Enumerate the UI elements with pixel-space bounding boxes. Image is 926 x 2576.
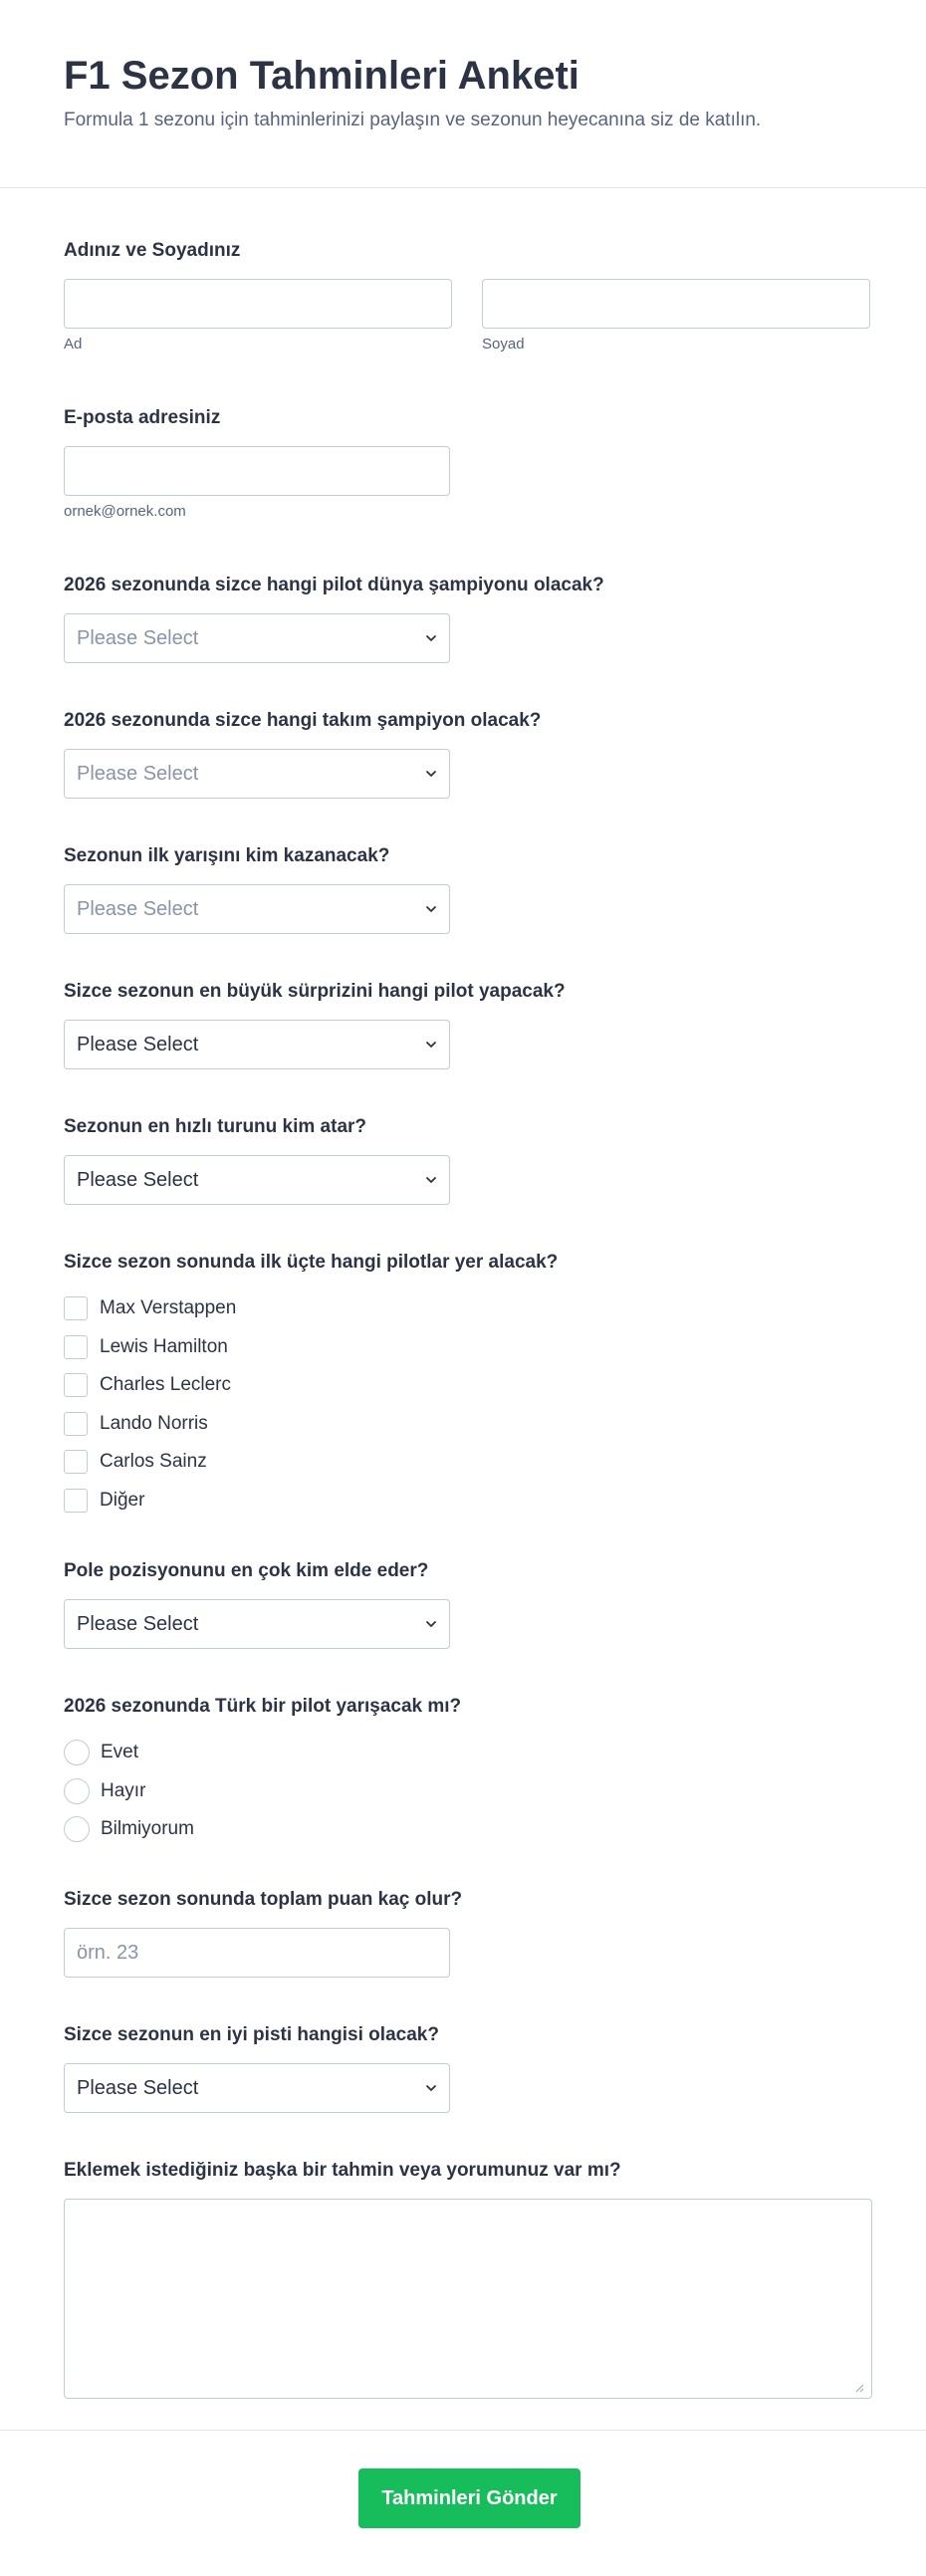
podium-option[interactable] (64, 1366, 870, 1405)
first-race-select[interactable] (64, 884, 450, 934)
email-input[interactable] (64, 446, 450, 496)
first-name-sublabel: Ad (64, 336, 83, 352)
track-label: Sizce sezonun en iyi pisti hangisi olacak? (64, 2024, 439, 2045)
podium-option[interactable] (64, 1482, 870, 1521)
pole-label: Pole pozisyonunu en çok kim elde eder? (64, 1560, 429, 1581)
fastest-lap-select[interactable] (64, 1155, 450, 1205)
option-label: Diğer (100, 1489, 145, 1511)
first-name-input[interactable] (64, 279, 452, 329)
surprise-select[interactable] (64, 1020, 450, 1069)
pole-select-value: Please Select (77, 1612, 199, 1635)
team-select[interactable] (64, 749, 450, 799)
option-label: Evet (101, 1742, 139, 1763)
champion-question (64, 574, 870, 663)
track-question (64, 2023, 870, 2113)
chevron-down-icon (425, 903, 437, 915)
pole-select[interactable] (64, 1599, 450, 1649)
champion-select-value: Please Select (77, 626, 199, 649)
champion-select[interactable] (64, 613, 450, 663)
chevron-down-icon (425, 1174, 437, 1186)
turkish-driver-label: 2026 sezonunda Türk bir pilot yarışacak mı? (64, 1696, 462, 1717)
podium-option[interactable] (64, 1328, 870, 1367)
chevron-down-icon (425, 1039, 437, 1051)
submit-button[interactable]: Tahminleri Gönder (358, 2468, 580, 2528)
turkish-driver-option[interactable] (64, 1772, 870, 1811)
option-label: Lando Norris (100, 1412, 208, 1434)
fastest-lap-question (64, 1115, 870, 1205)
last-name-sublabel: Soyad (482, 336, 525, 352)
form-footer (0, 2430, 926, 2576)
page-subtitle: Formula 1 sezonu için tahminlerinizi paylaşın ve sezonun heyecanına siz de katılın. (64, 110, 762, 130)
comment-question (64, 2159, 870, 2399)
champion-label: 2026 sezonunda sizce hangi pilot dünya şampiyonu olacak? (64, 575, 604, 595)
surprise-select-value: Please Select (77, 1033, 199, 1055)
last-name-input[interactable] (482, 279, 870, 329)
fastest-lap-select-value: Please Select (77, 1168, 199, 1191)
email-sublabel: ornek@ornek.com (64, 503, 186, 520)
surprise-label: Sizce sezonun en büyük sürprizini hangi pilot yapacak? (64, 981, 566, 1002)
podium-option[interactable] (64, 1443, 870, 1482)
option-label: Lewis Hamilton (100, 1335, 228, 1357)
podium-label: Sizce sezon sonunda ilk üçte hangi pilotlar yer alacak? (64, 1252, 559, 1273)
first-race-label: Sezonun ilk yarışını kim kazanacak? (64, 845, 390, 866)
chevron-down-icon (425, 632, 437, 644)
team-select-value: Please Select (77, 762, 199, 785)
checkbox[interactable] (64, 1412, 88, 1436)
track-select-value: Please Select (77, 2076, 199, 2099)
track-select[interactable] (64, 2063, 450, 2113)
checkbox[interactable] (64, 1373, 88, 1397)
checkbox[interactable] (64, 1296, 88, 1320)
radio-button[interactable] (64, 1778, 90, 1804)
page-title: F1 Sezon Tahminleri Anketi (64, 54, 579, 98)
turkish-driver-option[interactable] (64, 1810, 870, 1849)
podium-option[interactable] (64, 1405, 870, 1444)
podium-option[interactable] (64, 1289, 870, 1328)
option-label: Carlos Sainz (100, 1451, 207, 1473)
checkbox[interactable] (64, 1489, 88, 1513)
team-question (64, 709, 870, 799)
survey-form (0, 188, 926, 2429)
first-race-select-value: Please Select (77, 897, 199, 920)
checkbox[interactable] (64, 1335, 88, 1359)
email-field (64, 406, 870, 521)
name-label: Adınız ve Soyadınız (64, 240, 241, 261)
option-label: Hayır (101, 1779, 146, 1801)
pole-question (64, 1559, 870, 1649)
first-race-question (64, 844, 870, 934)
checkbox[interactable] (64, 1450, 88, 1474)
surprise-question (64, 980, 870, 1069)
points-label: Sizce sezon sonunda toplam puan kaç olur? (64, 1889, 463, 1910)
fastest-lap-label: Sezonun en hızlı turunu kim atar? (64, 1116, 367, 1137)
comment-label: Eklemek istediğiniz başka bir tahmin veya yorumunuz var mı? (64, 2160, 621, 2181)
name-field (64, 239, 870, 353)
radio-button[interactable] (64, 1740, 90, 1765)
option-label: Bilmiyorum (101, 1818, 194, 1840)
points-input[interactable] (64, 1928, 450, 1978)
option-label: Charles Leclerc (100, 1374, 231, 1396)
turkish-driver-question (64, 1695, 870, 1849)
podium-question (64, 1251, 870, 1520)
chevron-down-icon (425, 768, 437, 780)
chevron-down-icon (425, 2082, 437, 2094)
radio-button[interactable] (64, 1816, 90, 1842)
comment-textarea[interactable] (64, 2199, 872, 2399)
resize-handle-icon[interactable] (854, 2383, 864, 2393)
points-question (64, 1888, 870, 1978)
email-label: E-posta adresiniz (64, 407, 221, 428)
team-label: 2026 sezonunda sizce hangi takım şampiyon olacak? (64, 710, 542, 731)
chevron-down-icon (425, 1618, 437, 1630)
turkish-driver-option[interactable] (64, 1734, 870, 1772)
option-label: Max Verstappen (100, 1297, 237, 1319)
form-header (0, 0, 926, 188)
